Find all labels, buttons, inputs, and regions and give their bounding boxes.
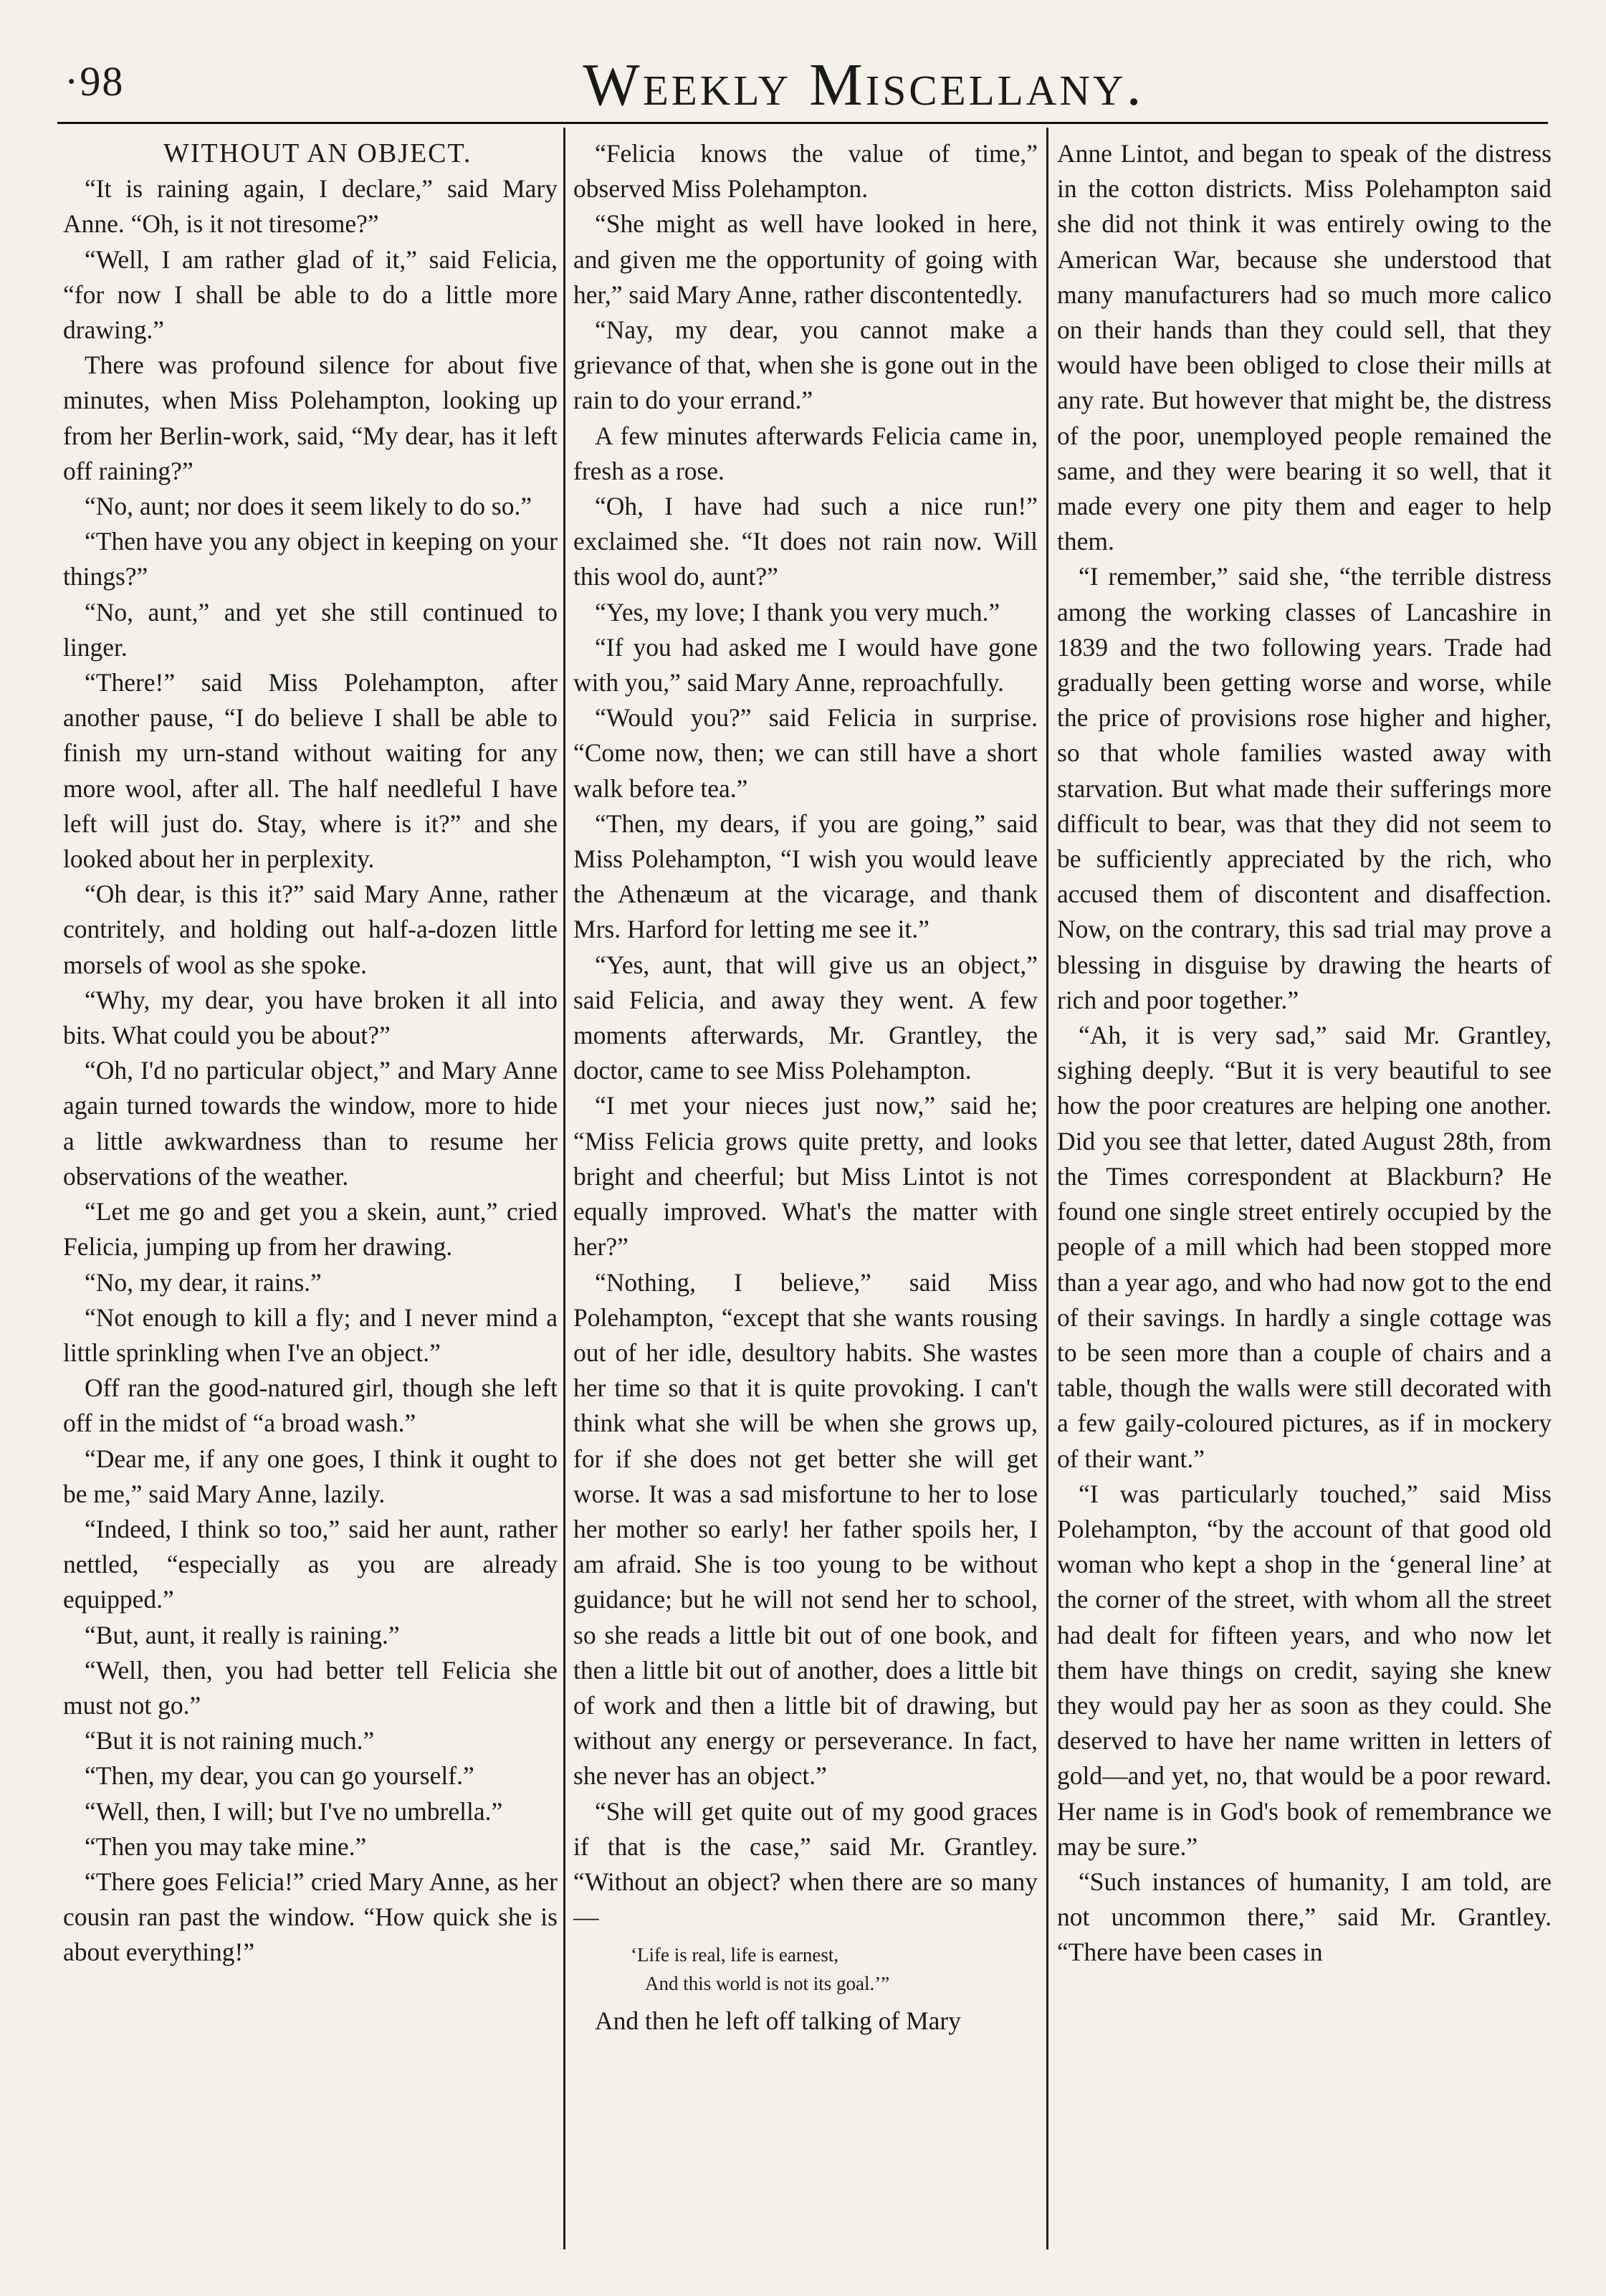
paragraph: “Why, my dear, you have broken it all into bits. What could you be about?” — [63, 985, 558, 1050]
paragraph: “Well, then, you had better tell Felicia she must not go.” — [63, 1655, 558, 1720]
paragraph: “Such instances of humanity, I am told, are not uncommon there,” said Mr. Grantley. “There have been cases in — [1057, 1867, 1552, 1967]
paragraph: “Nay, my dear, you cannot make a grievance of that, when she is gone out in the rain to do your errand.” — [573, 315, 1038, 415]
paragraph: “Well, then, I will; but I've no umbrella.” — [85, 1796, 503, 1826]
paragraph: “Then, my dear, you can go yourself.” — [85, 1761, 474, 1791]
column-2 — [573, 136, 1038, 2258]
paragraph: “Then have you any object in keeping on your things?” — [63, 527, 558, 591]
paragraph: A few minutes afterwards Felicia came in, fresh as a rose. — [573, 421, 1038, 485]
paragraph: And then he left off talking of Mary — [595, 2006, 962, 2036]
paragraph: “Indeed, I think so too,” said her aunt, rather nettled, “especially as you are already equipped.” — [63, 1514, 558, 1614]
paragraph: “If you had asked me I would have gone with you,” said Mary Anne, reproachfully. — [573, 632, 1038, 697]
paragraph: “Oh, I have had such a nice run!” exclaimed she. “It does not rain now. Will this wool do, aunt?” — [573, 492, 1038, 591]
page-number: ·98 — [64, 58, 125, 105]
paragraph: “I was particularly touched,” said Miss Polehampton, “by the account of that good old woman who kept a shop in the ‘general line’ at the corner of the street, with whom all the street had dealt for fifteen years, and who now let them have things on credit, saying she knew they would pay her as soon as they could. She deserved to have her name written in letters of gold—and yet, no, that would be a poor reward. Her name is in God's book of remembrance we may be sure.” — [1057, 1479, 1552, 1861]
paragraph: “Dear me, if any one goes, I think it ought to be me,” said Mary Anne, lazily. — [63, 1444, 558, 1508]
paragraph: “Let me go and get you a skein, aunt,” cried Felicia, jumping up from her drawing. — [63, 1197, 558, 1262]
paragraph: “Yes, aunt, that will give us an object,” said Felicia, and away they went. A few moments afterwards, Mr. Grantley, the doctor, came to see Miss Polehampton. — [573, 950, 1038, 1085]
column-divider — [1046, 128, 1048, 2249]
masthead-title: Weekly Miscellany. — [583, 52, 1144, 118]
paragraph: “It is raining again, I declare,” said Mary Anne. “Oh, is it not tiresome?” — [63, 174, 558, 239]
paragraph: “She might as well have looked in here, and given me the opportunity of going with her,” said Mary Anne, rather discontentedly. — [573, 209, 1038, 309]
verse-line: ‘Life is real, life is earnest, — [631, 1944, 839, 1966]
paragraph: “I remember,” said she, “the terrible distress among the working classes of Lancashire in 1839 and the two following years. Trade had gradually been getting worse and worse, while the price of provisions rose higher and higher, so that whole families wasted away with starvation. But what made their sufferings more difficult to bear, was that they did not seem to be sufficiently appreciated by the rich, who accused them of discontent and disaffection. Now, on the contrary, this sad trial may prove a blessing in disguise by drawing the hearts of rich and poor together.” — [1057, 562, 1552, 1014]
paragraph: “Yes, my love; I thank you very much.” — [595, 597, 1000, 627]
paragraph: “Would you?” said Felicia in surprise. “Come now, then; we can still have a short walk before tea.” — [573, 703, 1038, 803]
verse-line: And this world is not its goal.’” — [645, 1973, 890, 1995]
paragraph: There was profound silence for about five minutes, when Miss Polehampton, looking up from her Berlin-work, said, “My dear, has it left off raining?” — [63, 351, 558, 485]
column-divider — [563, 128, 565, 2249]
paragraph: Off ran the good-natured girl, though she left off in the midst of “a broad wash.” — [63, 1373, 558, 1438]
paragraph-continued: Anne Lintot, and began to speak of the distress in the cotton districts. Miss Polehampton said she did not think it was entirely owing to the American War, because she understood that many manufacturers had so much more calico on their hands than they could sell, that they would have been obliged to close their mills at any rate. But however that might be, the distress of the poor, unemployed people remained the same, and they were bearing it so well, that it made every one pity them and eager to help them. — [1057, 139, 1552, 556]
paragraph: “No, aunt; nor does it seem likely to do so.” — [85, 492, 532, 521]
paragraph: “Nothing, I believe,” said Miss Polehampton, “except that she wants rousing out of her idle, desultory habits. She wastes her time so that it is quite provoking. I can't think what she will be when she grows up, for if she does not get better she will get worse. It was a sad misfortune to her to lose her mother so early! her father spoils her, I am afraid. She is too young to be without guidance; but he will not send her to school, so she reads a little bit out of one book, and then a little bit out of another, does a little bit of work and then a little bit of drawing, but without any energy or perseverance. In fact, she never has an object.” — [573, 1267, 1038, 1791]
page-header — [57, 50, 1548, 129]
paragraph: “There!” said Miss Polehampton, after another pause, “I do believe I shall be able to finish my urn-stand without waiting for any more wool, after all. The half needleful I have left will just do. Stay, where is it?” and she looked about her in perplexity. — [63, 668, 558, 874]
column-3 — [1057, 136, 1552, 2258]
paragraph: “Well, I am rather glad of it,” said Felicia, “for now I shall be able to do a little more drawing.” — [63, 244, 558, 345]
article-title: WITHOUT AN OBJECT. — [163, 138, 472, 168]
column-1 — [63, 136, 558, 2258]
paragraph: “Oh, I'd no particular object,” and Mary Anne again turned towards the window, more to hide a little awkwardness than to resume her observations of the weather. — [63, 1056, 558, 1191]
paragraph: “But it is not raining much.” — [85, 1726, 375, 1756]
paragraph: “Then, my dears, if you are going,” said Miss Polehampton, “I wish you would leave the Athenæum at the vicarage, and thank Mrs. Harford for letting me see it.” — [573, 809, 1038, 944]
paragraph: “Not enough to kill a fly; and I never mind a little sprinkling when I've an object.” — [63, 1302, 558, 1367]
verse-quote — [631, 1940, 1038, 1998]
paragraph: “There goes Felicia!” cried Mary Anne, as her cousin ran past the window. “How quick she is about everything!” — [63, 1867, 558, 1967]
paragraph: “Felicia knows the value of time,” observed Miss Polehampton. — [573, 139, 1038, 204]
paragraph: “No, my dear, it rains.” — [85, 1267, 322, 1297]
paragraph: “But, aunt, it really is raining.” — [85, 1620, 400, 1649]
paragraph: “No, aunt,” and yet she still continued to linger. — [63, 597, 558, 662]
paragraph: “She will get quite out of my good graces if that is the case,” said Mr. Grantley. “Without an object? when there are so many— — [573, 1796, 1038, 1932]
header-rule — [57, 122, 1548, 124]
paragraph: “Oh dear, is this it?” said Mary Anne, rather contritely, and holding out half-a-dozen little morsels of wool as she spoke. — [63, 880, 558, 979]
paragraph: “I met your nieces just now,” said he; “Miss Felicia grows quite pretty, and looks bright and cheerful; but Miss Lintot is not equally improved. What's the matter with her?” — [573, 1091, 1038, 1262]
paragraph: “Then you may take mine.” — [85, 1831, 367, 1861]
paragraph: “Ah, it is very sad,” said Mr. Grantley, sighing deeply. “But it is very beautiful to see how the poor creatures are helping one another. Did you see that letter, dated August 28th, from the Times correspondent at Blackburn? He found one single street entirely occupied by the people of a mill which had been stopped more than a year ago, and who had now got to the end of their savings. In hardly a single cottage was to be seen more than a couple of chairs and a table, though the walls were still decorated with a few gaily-coloured pictures, as if in mockery of their want.” — [1057, 1021, 1552, 1473]
